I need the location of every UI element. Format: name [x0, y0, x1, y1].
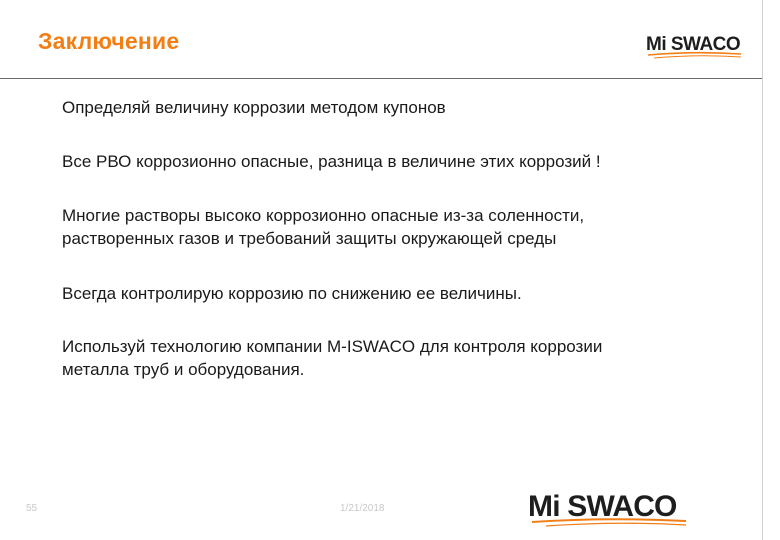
bullet-item: Определяй величину коррозии методом купонов — [62, 98, 446, 117]
bullet-item: Все РВО коррозионно опасные, разница в величине этих коррозий ! — [62, 152, 601, 171]
slide-title: Заключение — [38, 28, 180, 54]
header-divider — [0, 78, 762, 79]
footer-date: 1/21/2018 — [340, 503, 385, 514]
bullet-item: Используй технологию компании M-ISWACO для контроля коррозии металла труб и оборудования. — [62, 337, 603, 379]
bullet-item: Многие растворы высоко коррозионно опасные из-за соленности, растворенных газов и требований защиты окружающей среды — [62, 206, 585, 248]
bullet-item: Всегда контролирую коррозию по снижению ее величины. — [62, 284, 522, 303]
svg-text:Mi SWACO: Mi SWACO — [646, 34, 741, 55]
page-number: 55 — [26, 503, 38, 514]
svg-text:Mi SWACO: Mi SWACO — [528, 490, 677, 523]
company-logo-top — [644, 24, 744, 64]
right-border — [762, 0, 763, 540]
company-logo-bottom — [526, 488, 690, 530]
